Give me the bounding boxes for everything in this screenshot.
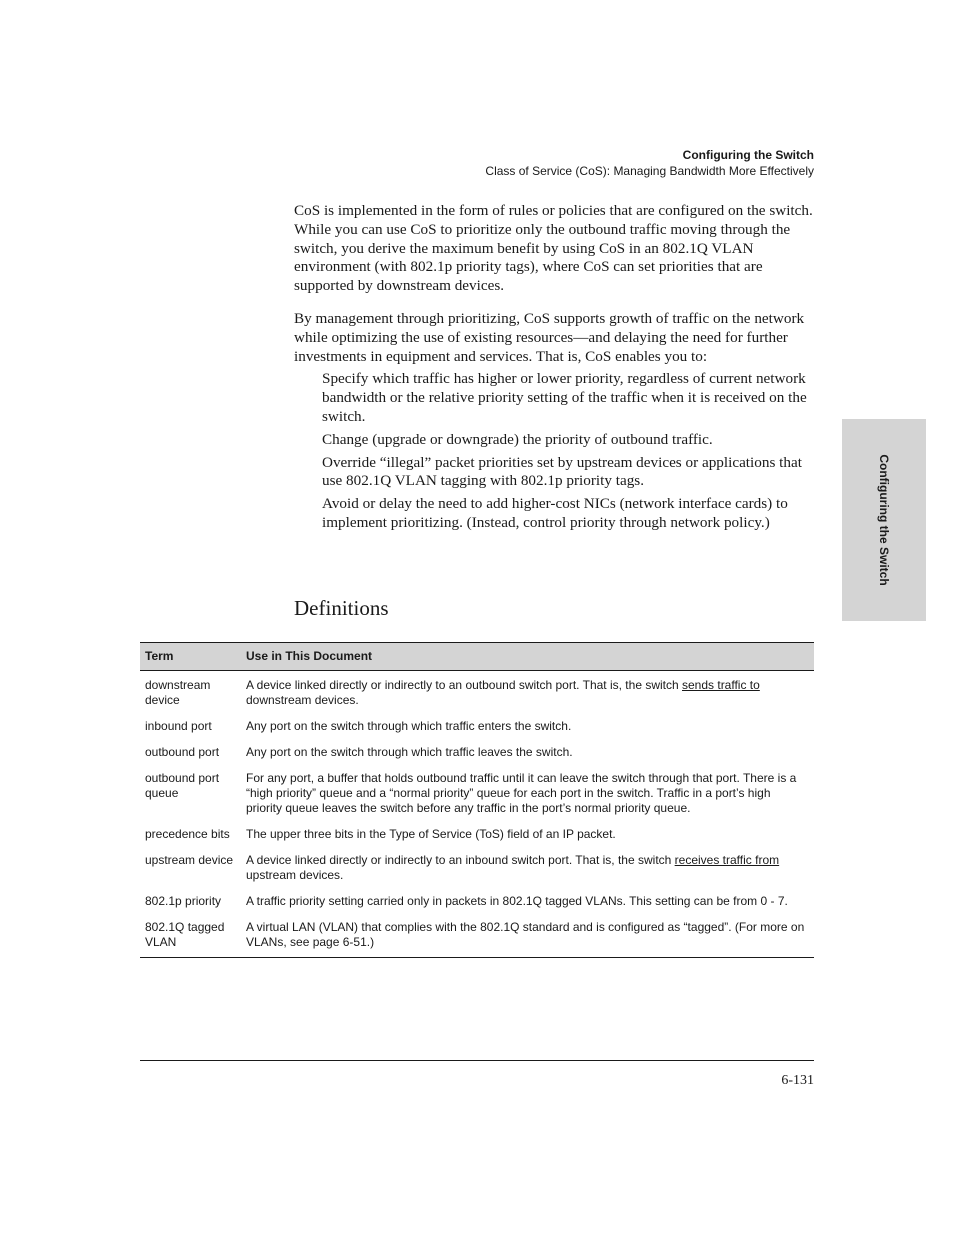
table-row [140, 888, 814, 914]
table-row [140, 821, 814, 847]
chapter-side-tab [842, 419, 926, 621]
term-cell: 802.1Q tagged VLAN [145, 920, 225, 949]
underlined-text: sends traffic to [682, 678, 760, 692]
section-heading: Definitions [294, 596, 389, 620]
term-cell: downstream device [145, 678, 211, 707]
underlined-text: receives traffic from [674, 853, 780, 867]
term-cell: outbound port [145, 745, 220, 759]
definition-cell [241, 765, 814, 821]
definition-text: downstream devices. [246, 693, 359, 707]
table-row [140, 671, 814, 714]
chapter-title: Configuring the Switch [682, 148, 814, 162]
definition-text: A device linked directly or indirectly to an outbound switch port. That is, the switch [246, 678, 682, 692]
definitions-table [140, 642, 814, 958]
definition-text: For any port, a buffer that holds outbound traffic until it can leave the switch through that port. There is a “high priority” queue and a “normal priority” queue for each port in the switch. Traffic in a port’s high priority queue leaves the switch before any traffic in the port’s normal priority queue. [246, 771, 797, 815]
table-row [140, 739, 814, 765]
term-cell: outbound port queue [145, 771, 220, 800]
table-row [140, 713, 814, 739]
term-cell: inbound port [145, 719, 212, 733]
list-item: Avoid or delay the need to add higher-cost NICs (network interface cards) to implement prioritizing. (Instead, control priority through network policy.) [322, 495, 788, 531]
table-row [140, 914, 814, 958]
list-item: Specify which traffic has higher or lower priority, regardless of current network bandwidth or the relative priority setting of the traffic when it is received on the switch. [322, 370, 807, 425]
body-text [294, 202, 816, 537]
definition-text: A device linked directly or indirectly to an inbound switch port. That is, the switch [246, 853, 675, 867]
running-header [485, 147, 814, 179]
side-tab-label: Configuring the Switch [877, 454, 891, 586]
definition-cell [241, 713, 814, 739]
definition-text: A traffic priority setting carried only in packets in 802.1Q tagged VLANs. This setting can be from 0 - 7. [246, 894, 788, 908]
definition-text: The upper three bits in the Type of Service (ToS) field of an IP packet. [246, 827, 616, 841]
paragraph: CoS is implemented in the form of rules or policies that are configured on the switch. While you can use CoS to prioritize only the outbound traffic moving through the switch, you derive the maximum benefit by using CoS in an 802.1Q VLAN environment (with 802.1p priority tags), where CoS can set priorities that are supported by downstream devices. [294, 202, 813, 295]
term-cell: 802.1p priority [145, 894, 222, 908]
table-row [140, 765, 814, 821]
term-cell: precedence bits [145, 827, 230, 841]
page-number: 6-131 [781, 1073, 814, 1088]
definition-text: Any port on the switch through which traffic enters the switch. [246, 719, 572, 733]
list-item: Override “illegal” packet priorities set by upstream devices or applications that use 802.1Q VLAN tagging with 802.1p priority tags. [322, 453, 802, 490]
definition-cell [241, 821, 814, 847]
definition-text: upstream devices. [246, 868, 344, 882]
footer-divider [140, 1060, 814, 1061]
definition-cell [241, 671, 814, 714]
paragraph: By management through prioritizing, CoS supports growth of traffic on the network while optimizing the use of existing resources—and delaying the need for further investments in equipment and services. That is, CoS enables you to: [294, 309, 805, 365]
column-header-term: Term [140, 643, 241, 671]
column-header-usage: Use in This Document [241, 643, 814, 671]
benefit-list [294, 370, 816, 532]
definition-cell [241, 847, 814, 888]
definition-text: Any port on the switch through which traffic leaves the switch. [246, 745, 573, 759]
definition-text: A virtual LAN (VLAN) that complies with the 802.1Q standard and is configured as “tagged”. (For more on VLANs, see page 6-51.) [246, 920, 805, 949]
definition-cell [241, 739, 814, 765]
section-title: Class of Service (CoS): Managing Bandwidth More Effectively [485, 164, 814, 178]
definition-cell [241, 888, 814, 914]
term-cell: upstream device [145, 853, 234, 867]
table-header [140, 643, 814, 671]
definition-cell [241, 914, 814, 958]
table-body [140, 671, 814, 958]
table-header-row [140, 643, 814, 671]
table-row [140, 847, 814, 888]
list-item: Change (upgrade or downgrade) the priority of outbound traffic. [322, 430, 713, 448]
